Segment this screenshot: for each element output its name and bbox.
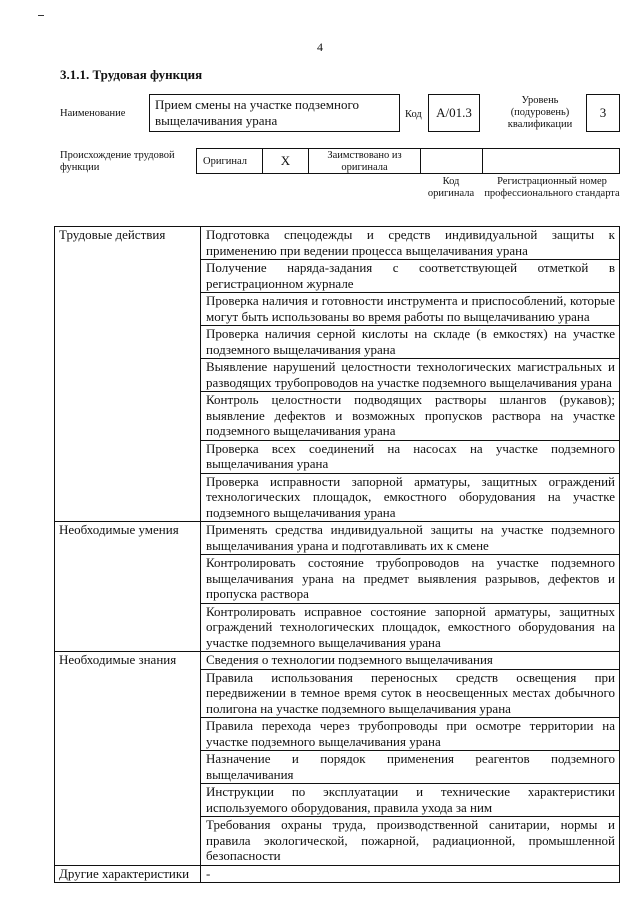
table-row bbox=[55, 227, 620, 260]
function-details-table bbox=[54, 226, 620, 883]
level-label: Уровень (подуровень) квалификации bbox=[507, 95, 573, 130]
item-cell: Выявление нарушений целостности технологических магистральных и разводящих трубопроводов на участке подземного выщелачивания урана bbox=[201, 359, 620, 392]
item-cell: Применять средства индивидуальной защиты на участке подземного выщелачивания урана и подготавливать их к смене bbox=[201, 522, 620, 555]
item-cell: Получение наряда-задания с соответствующей отметкой в регистрационном журнале bbox=[201, 260, 620, 293]
item-cell: - bbox=[201, 865, 620, 883]
item-cell: Подготовка спецодежды и средств индивидуальной защиты к применению при ведении процесса выщелачивания урана bbox=[201, 227, 620, 260]
item-cell: Проверка наличия и готовности инструмента и приспособлений, которые могут быть использованы во время работы по выщелачиванию урана bbox=[201, 293, 620, 326]
item-cell: Инструкции по эксплуатации и технические характеристики используемого оборудования, правила ухода за ним bbox=[201, 784, 620, 817]
item-cell: Сведения о технологии подземного выщелачивания bbox=[201, 652, 620, 670]
category-cell: Другие характеристики bbox=[55, 865, 201, 883]
level-field: 3 bbox=[586, 94, 620, 132]
origin-row bbox=[196, 148, 620, 174]
category-cell: Необходимые знания bbox=[55, 652, 201, 866]
borrowed-label: Заимствовано из оригинала bbox=[309, 149, 421, 173]
function-name-field: Прием смены на участке подземного выщелачивания урана bbox=[149, 94, 400, 132]
table-row bbox=[55, 865, 620, 883]
item-cell: Требования охраны труда, производственной санитарии, нормы и правила экологической, пожарной, радиационной, промышленной безопасности bbox=[201, 817, 620, 866]
section-title: 3.1.1. Трудовая функция bbox=[60, 67, 203, 82]
function-code-field: А/01.3 bbox=[428, 94, 480, 132]
corner-mark bbox=[38, 15, 44, 16]
code-original-field bbox=[421, 149, 483, 173]
code-label: Код bbox=[405, 109, 422, 120]
item-cell: Правила использования переносных средств освещения при передвижении в темное время суток в неосвещенных местах добычного полигона на участке подземного выщелачивания урана bbox=[201, 669, 620, 718]
item-cell: Проверка всех соединений на насосах на участке подземного выщелачивания урана bbox=[201, 440, 620, 473]
table-row bbox=[55, 522, 620, 555]
original-mark: X bbox=[263, 149, 309, 173]
item-cell: Проверка наличия серной кислоты на складе (в емкостях) на участке подземного выщелачивания урана bbox=[201, 326, 620, 359]
item-cell: Контролировать исправное состояние запорной арматуры, защитных ограждений технологических площадок, емкостного оборудования на участке подземного выщелачивания урана bbox=[201, 603, 620, 652]
name-label: Наименование bbox=[60, 108, 126, 119]
item-cell: Проверка исправности запорной арматуры, защитных ограждений технологических площадок, емкостного оборудования на участке подземного выщелачивания урана bbox=[201, 473, 620, 522]
reg-number-label: Регистрационный номер профессионального стандарта bbox=[484, 176, 620, 199]
origin-label: Происхождение трудовой функции bbox=[60, 150, 175, 173]
item-cell: Контроль целостности подводящих растворы шлангов (рукавов); выявление дефектов и возможных пропусков раствора на участке подземного выщелачивания урана bbox=[201, 392, 620, 441]
reg-number-field bbox=[483, 149, 619, 173]
table-row bbox=[55, 652, 620, 670]
item-cell: Правила перехода через трубопроводы при осмотре территории на участке подземного выщелачивания урана bbox=[201, 718, 620, 751]
original-label: Оригинал bbox=[203, 156, 247, 167]
category-cell: Трудовые действия bbox=[55, 227, 201, 522]
category-cell: Необходимые умения bbox=[55, 522, 201, 652]
page-number: 4 bbox=[317, 40, 323, 54]
original-cell bbox=[197, 149, 263, 173]
code-original-label: Код оригинала bbox=[427, 176, 475, 199]
item-cell: Назначение и порядок применения реагентов подземного выщелачивания bbox=[201, 751, 620, 784]
item-cell: Контролировать состояние трубопроводов на участке подземного выщелачивания урана на предмет выявления разрывов, дефектов и пропуска раствора bbox=[201, 555, 620, 604]
